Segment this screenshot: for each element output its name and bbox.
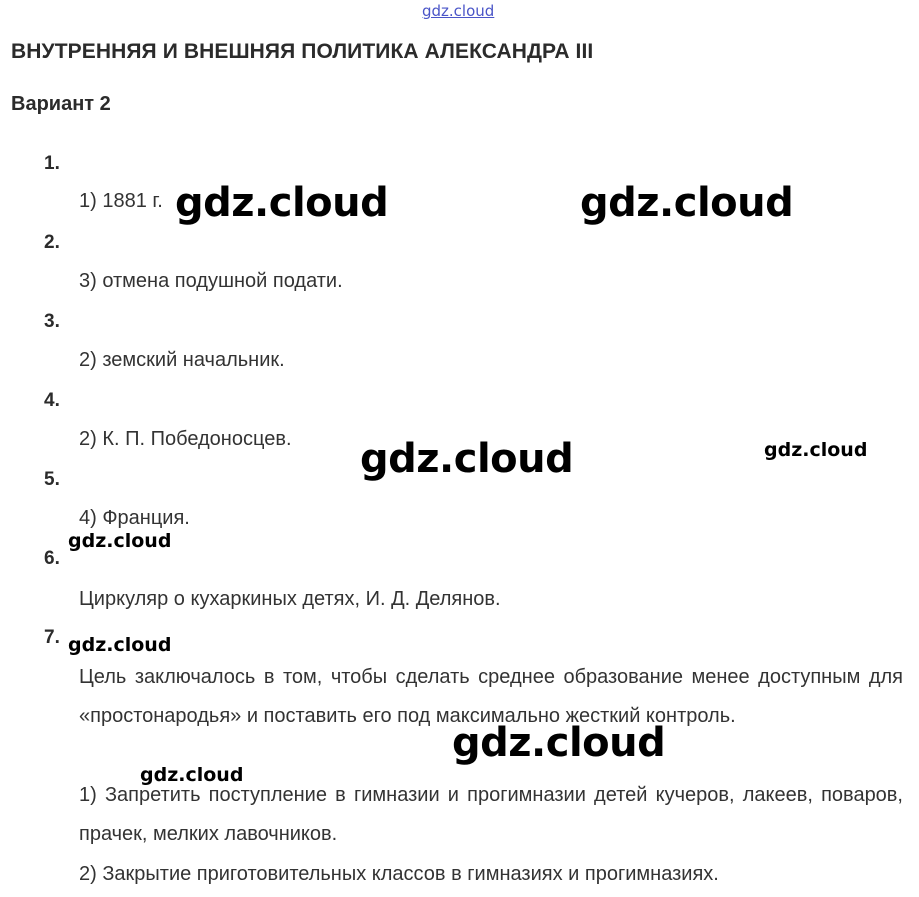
question-answer: Циркуляр о кухаркиных детях, И. Д. Делянов. — [79, 588, 501, 610]
watermark: gdz.cloud — [452, 720, 666, 766]
variant-heading: Вариант 2 — [11, 93, 111, 115]
watermark: gdz.cloud — [764, 439, 868, 461]
answer-paragraph: Цель заключалось в том, чтобы сделать среднее образование менее доступным для «простонародья» и поставить его под максимально жесткий контроль. — [79, 666, 903, 727]
question-answer: 2) земский начальник. — [79, 349, 285, 371]
question-number: 5. — [44, 469, 60, 490]
watermark: gdz.cloud — [360, 436, 574, 482]
question-number: 6. — [44, 548, 60, 569]
site-logo[interactable]: gdz.cloud — [422, 2, 495, 20]
question-answer: 4) Франция. — [79, 507, 190, 529]
question-number: 4. — [44, 390, 60, 411]
page-title: ВНУТРЕННЯЯ И ВНЕШНЯЯ ПОЛИТИКА АЛЕКСАНДРА III — [11, 40, 594, 63]
question-number: 7. — [44, 627, 60, 648]
question-number: 1. — [44, 153, 60, 174]
answer-paragraph: 1) Запретить поступление в гимназии и прогимназии детей кучеров, лакеев, поваров, прачек, мелких лавочников. — [79, 784, 903, 845]
question-answer: 3) отмена подушной подати. — [79, 270, 343, 292]
watermark: gdz.cloud — [68, 530, 172, 552]
watermark: gdz.cloud — [175, 180, 389, 226]
watermark: gdz.cloud — [580, 180, 794, 226]
question-answer: 1) 1881 г. — [79, 190, 163, 212]
watermark: gdz.cloud — [68, 634, 172, 656]
question-number: 2. — [44, 232, 60, 253]
answer-paragraph: 2) Закрытие приготовительных классов в гимназиях и прогимназиях. — [79, 863, 719, 885]
watermark: gdz.cloud — [140, 764, 244, 786]
question-number: 3. — [44, 311, 60, 332]
question-answer: 2) К. П. Победоносцев. — [79, 428, 292, 450]
